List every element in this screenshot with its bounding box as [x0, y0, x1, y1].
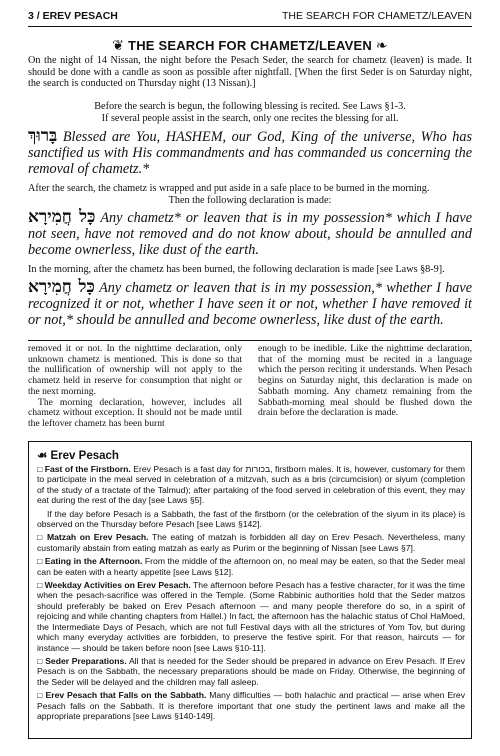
box-item-fast: □ Fast of the Firstborn. Erev Pesach is a fast day for בכורות, firstborn males. It is, however, customary for them to participate in the meal served in celebration of a mitzvah, such as a bris (circumcision) or siyum (completion of the study of a tractate of the Talmud); after partaking of the food served in celebration of this event, they may eat during the rest of the day [see Laws §5]. [37, 464, 465, 506]
erev-pesach-box [28, 441, 472, 739]
ornament-right-icon: ❧ [375, 37, 388, 53]
footnote-left-p2: The morning declaration, however, includes all chametz without exception. It should not be made until the leftover chametz has been burnt [28, 396, 242, 429]
box-item-weekday: □ Weekday Activities on Erev Pesach. The afternoon before Pesach has a festive character, for it was the time when the pesach-sacrifice was offered in the Temple. (Some Rabbinic authorities hold that the Seder matzos should preferably be baked on Erev Pesach afternoon — and many people therefore do so, in a spirit of rejoicing and while chanting chapters from Hallel.) In fact, the afternoon has the halachic status of Chol HaMoed, the Intermediate Days of Pesach, which are not full Festival days with all the strictures of Yom Tov, but during which many everyday activities are forbidden, to preserve the festive spirit. For that reason, haircuts — for instance — should be taken before noon [see Laws §10-11]. [37, 580, 465, 653]
page-number-header: 3 / EREV PESACH [28, 10, 118, 22]
running-head [28, 10, 472, 24]
header-rule [28, 26, 472, 27]
after-search-note: After the search, the chametz is wrapped and put aside in a safe place to be burned in the morning. [28, 183, 430, 194]
box-item-eating: □ Eating in the Afternoon. From the middle of the afternoon on, no meal may be eaten, so that the Seder meal can be eaten with a hearty appetite [see Laws §12]. [37, 556, 465, 577]
box-body [37, 464, 465, 724]
declaration-night-hebrew: כָּל חֲמִירָא [28, 207, 96, 227]
declaration-night-text: Any chametz* or leaven that is in my possession* which I have not seen, have not removed and do not know about, should be annulled and become ownerless, like dust of the earth. [28, 210, 473, 258]
box-item-sabbath: □ Erev Pesach that Falls on the Sabbath. Many difficulties — both halachic and practical — arise when Erev Pesach falls on the Sabbath. It is therefore important that one study the pertinent laws and make all the appropriate preparations [see Laws §140-149]. [37, 690, 465, 721]
footnote-right-p1: enough to be inedible. Like the nighttime declaration, that of the morning must be recited in a language which the person reciting it understands. When Pesach begins on Saturday night, this declaration is made on Sabbath morning. Any chametz remaining from the Sabbath-morning meal should be flushed down the drain before the declaration is made. [258, 343, 472, 419]
fleuron-icon: ☙ [37, 450, 48, 462]
ornament-left-icon: ❦ [112, 37, 125, 53]
blessing-text: Blessed are You, HASHEM, our God, King of the universe, Who has sanctified us with His commandments and has commanded us concerning the removal of chametz.* [28, 129, 472, 177]
intro-blessing-note: Before the search is begun, the following blessing is recited. See Laws §1-3. [94, 101, 406, 112]
declaration-morning [28, 279, 472, 328]
declaration-morning-hebrew: כָּל חֲמִירָא [28, 277, 95, 297]
declaration-morning-text: Any chametz or leaven that is in my possession,* whether I have recognized it or not, whether I have seen it or not, whether I have removed it or not,* should be annulled and become ownerless, like dust of the earth. [28, 280, 472, 328]
footnote-left-p1: removed it or not. In the nighttime declaration, only unknown chametz is mentioned. This is done so that the nullification of ownership will not apply to the chametz held in reserve for consumption that night or the next morning. [28, 343, 242, 397]
declaration-intro: Then the following declaration is made: [168, 195, 332, 206]
page-title [28, 37, 472, 54]
intro-paragraph: On the night of 14 Nissan, the night before the Pesach Seder, the search for chametz (leaven) is made. It should be done with a candle as soon as possible after nightfall. [When the first Seder is on Saturday night, the search is conducted on Thursday night (13 Nissan).] [28, 55, 472, 90]
morning-note: In the morning, after the chametz has been burned, the following declaration is made [see Laws §8-9]. [28, 264, 445, 275]
blessing-hebrew: בָּרוּךְ [28, 126, 58, 146]
blessing [28, 128, 472, 177]
declaration-night [28, 209, 472, 258]
intro-multiple-note: If several people assist in the search, only one recites the blessing for all. [101, 113, 399, 124]
box-title [37, 448, 119, 462]
box-title-text: Erev Pesach [50, 450, 119, 462]
box-item-matzah: □ Matzah on Erev Pesach. The eating of matzah is forbidden all day on Erev Pesach. Nevertheless, many customarily abstain from eating matzah as early as Purim or the beginning of Nissan [see Laws §7]. [37, 532, 465, 553]
title-text: THE SEARCH FOR CHAMETZ/LEAVEN [128, 38, 372, 53]
footnote-right-column [258, 344, 472, 419]
box-item-seder-prep: □ Seder Preparations. All that is needed for the Seder should be prepared in advance on Erev Pesach. If Erev Pesach is on the Sabbath, the necessary preparations should be made on Friday. Otherwise, the beginning of the Seder will be delayed and the children may fall asleep. [37, 655, 465, 687]
footnote-left-column [28, 344, 242, 430]
box-item-fast-sabbath: If the day before Pesach is a Sabbath, the fast of the firstborn (or the celebration of the siyum in its place) is observed on the Thursday before Pesach [see Laws §142]. [37, 508, 465, 530]
section-header: THE SEARCH FOR CHAMETZ/LEAVEN [282, 10, 472, 22]
footnote-rule [28, 340, 472, 341]
